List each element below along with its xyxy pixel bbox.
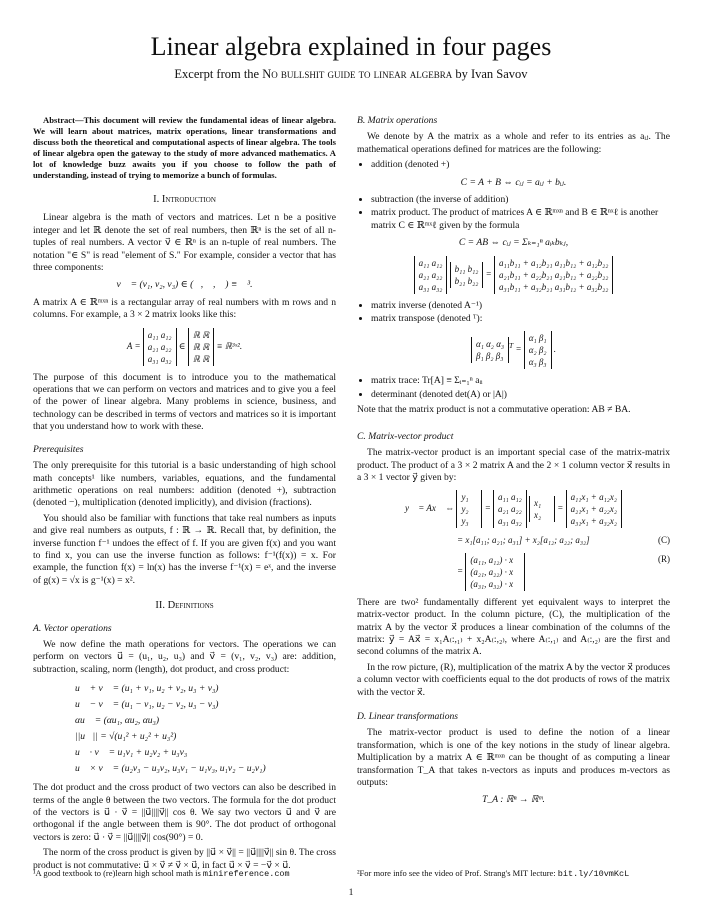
matrix-row: ℝ ℝ — [192, 341, 210, 352]
dot-cross-paragraph: The dot product and the cross product of two vectors can also be described in terms of the angle θ between the two vectors. The formula for the dot product of the vectors is u⃗ · v⃗ = ||u⃗||||v⃗|| cos θ. We say two vectors u⃗ and v⃗ are orthogonal if the angle between them is 90°. The dot product of orthogonal vectors is zero: u⃗ · v⃗ = ||u⃗||||v⃗|| cos(90°) = 0. — [33, 782, 336, 843]
matrix-row: α₂ β₂ — [528, 345, 547, 356]
row-form: = (a₁₁, a₁₂) · x⃗ (a₂₁, a₂₂) · x⃗ (a₃₁, a₃₂) · x⃗ (R) — [457, 553, 670, 589]
matrix-row: x₂ — [534, 510, 542, 521]
matrix-ops-paragraph: We denote by A the matrix as a whole and refer to its entries as aᵢⱼ. The mathematical operations defined for matrices are the following: — [357, 131, 670, 155]
matrix-row: a₃₁x₁ + a₃₂x₂ — [570, 516, 617, 527]
matrix-row: a₁₁x₁ + a₁₂x₂ — [570, 492, 617, 503]
section-introduction-heading: I. Introduction — [153, 194, 216, 205]
equation-line: αu⃗ = (αu₁, αu₂, αu₃) — [75, 715, 160, 727]
matrix-ops-list-1 — [357, 159, 670, 171]
section-definitions-heading: II. Definitions — [155, 600, 214, 612]
addition-equation: C = A + B ⇔ cᵢⱼ = aᵢⱼ + bᵢⱼ. — [460, 176, 567, 188]
y-vector — [456, 490, 482, 528]
footnote-link[interactable]: bit.ly/10vmKcL — [557, 869, 630, 879]
vector-operations-heading: A. Vector operations — [33, 622, 112, 634]
linear-transformations-heading: D. Linear transformations — [357, 710, 459, 722]
list-item: • determinant (denoted det(A) or |A|) — [371, 389, 670, 401]
matrix-in: ∈ — [178, 340, 186, 351]
equation-line: u⃗ · v⃗ = u₁v₁ + u₂v₂ + u₃v₃ — [75, 747, 188, 759]
column-form — [357, 534, 670, 546]
matrix-ops-list-2 — [357, 194, 670, 232]
equation-line: u⃗ − v⃗ = (u₁ − v₁, u₂ − v₂, u₃ − v₃) — [75, 699, 219, 711]
matrix-row: ℝ ℝ — [192, 353, 210, 364]
result-vector — [566, 490, 622, 528]
intro-paragraph-3: The purpose of this document is to introduce you to the mathematical operations that we can perform on vectors and matrices and to give you a feel of the power of linear algebra. Many problems in science, business, and technology can be described in terms of vectors and matrices so it is important that you understand how to work with these. — [33, 371, 336, 433]
matrix-row: a₂₁b₁₁ + a₂₂b₂₁ a₂₁b₁₂ + a₂₂b₂₂ — [498, 269, 609, 280]
matrix-row: a₂₁ a₂₂ — [498, 504, 522, 515]
abstract: Abstract—This document will review the fundamental ideas of linear algebra. We will learn about matrices, matrix operations, linear transformations and discuss both the theoretical and computational aspects of linear algebra. The tools of linear algebra open the gateway to the study of more advanced mathematics. A lot of knowledge buzz awaits you if you choose to follow the path of understanding, instead of trying to memorize a bunch of formulas. — [33, 115, 336, 180]
product-matrix-a — [414, 256, 448, 294]
matrix-lhs: A = — [126, 340, 141, 351]
matrix-row: a₂₁ a₂₂ — [418, 269, 443, 280]
prereq-paragraph-2: You should also be familiar with functions that take real numbers as inputs and give real numbers as outputs, f : ℝ → ℝ. Recall that, by definition, the inverse function f⁻¹ undoes the effect of f. If you are given f(x) and you want to find x, you can use the inverse function as follows: f⁻¹(f(x)) = x. For example, the function f(x) = ln(x) has the inverse f⁻¹(x) = eˣ, and the inverse of g(x) = √x is g⁻¹(x) = x². — [33, 512, 336, 586]
intro-paragraph-1: Linear algebra is the math of vectors and matrices. Let n be a positive integer and let ℝ denote the set of real numbers, then ℝⁿ is the set of all n-tuples of real numbers. A vector v⃗ ∈ ℝⁿ is an n-tuple of real numbers. The notation "∈ S" is read "element of S." For example, consider a vector that has three components: — [33, 212, 336, 274]
norm-cross-paragraph: The norm of the cross product is given by ||u⃗ × v⃗|| = ||u⃗||||v⃗|| sin θ. The cross product is not commutative: u⃗ × v⃗ ≠ v⃗ × u⃗, in fact u⃗ × v⃗ = −v⃗ × u⃗. — [33, 847, 336, 871]
matrix-row: a₂₁ a₂₂ — [147, 341, 172, 352]
matrix-row: α₃ β₃ — [528, 357, 547, 368]
row-picture-paragraph: In the row picture, (R), multiplication of the matrix A by the vector x⃗ produces a column vector with coefficients equal to the dot products of rows of the matrix with the vector x⃗. — [357, 661, 670, 698]
matrix-operations-heading: B. Matrix operations — [357, 115, 438, 126]
prerequisites-heading: Prerequisites — [33, 443, 84, 455]
page-number: 1 — [348, 887, 354, 898]
product-matrix-b — [450, 262, 484, 288]
matrix-row: b₂₁ b₂₂ — [454, 275, 479, 286]
subtitle-suffix: by Ivan Savov — [455, 67, 528, 81]
matrix-row: (a₁₁, a₁₂) · x⃗ — [470, 554, 521, 565]
left-column — [33, 115, 336, 875]
tag-c: (C) — [658, 535, 670, 546]
matrix-row: a₁₁ a₁₂ — [147, 329, 172, 340]
linear-transformations-paragraph: The matrix-vector product is used to define the notion of a linear transformation, which is one of the key notions in the study of linear algebra. Multiplication by a matrix A ∈ ℝᵐˣⁿ can be thought of as computing a linear transformation T_A that takes n-vectors as inputs and produces m-vectors as outputs: — [357, 727, 670, 788]
vector-equation: v⃗ = (v₁, v₂, v₃) ∈ (ℝ, ℝ, ℝ) ≡ ℝ³. — [116, 279, 253, 291]
matrix-vector-equation: y⃗ = Ax⃗ ⇔ y₁ y₂ y₃ = a₁₁ a₁₂ a₂₁ a₂₂ a₃₁ a₃₂ x₁ x₂ = a₁₁x₁ + a₁₂x₂ a₂₁x₁ + a₂₂x₂ a₃₁x₁ + a₃₂x₂ — [357, 490, 670, 528]
interpretation-paragraph: There are two² fundamentally different yet equivalent ways to interpret the matrix-vector product. In the column picture, (C), the multiplication of the matrix A by the vector x⃗ produces a linear combination of the columns of the matrix: y⃗ = Ax⃗ = x₁A₍:,₁₎ + x₂A₍:,₂₎, where A₍:,₁₎ and A₍:,₂₎ are the first and second columns of the matrix A. — [357, 596, 670, 658]
x-vector — [529, 496, 555, 522]
matrix-row: a₃₁ a₃₂ — [147, 353, 172, 364]
column-form-eq: = x₁[a₁₁; a₂₁; a₃₁] + x₂[a₁₂; a₂₂; a₃₂] — [457, 535, 590, 546]
matrix-vector-heading: C. Matrix-vector product — [357, 430, 454, 442]
product-equation: C = AB ⇔ cᵢⱼ = Σₖ₌₁ⁿ aᵢₖbₖⱼ, — [458, 237, 569, 249]
transformation-equation: T_A : ℝⁿ → ℝᵐ. — [482, 794, 545, 806]
list-item: • subtraction (the inverse of addition) — [371, 194, 670, 206]
list-item: • matrix inverse (denoted A⁻¹) — [371, 300, 670, 312]
list-item: • matrix trace: Tr[A] ≡ Σᵢ₌₁ⁿ aᵢᵢ — [371, 375, 670, 387]
commutative-note: Note that the matrix product is not a commutative operation: AB ≠ BA. — [357, 404, 631, 416]
matrix-row: y₂ — [461, 504, 469, 515]
equation-line: ||u⃗|| = √(u₁² + u₂² + u₃²) — [75, 731, 177, 743]
product-example: a₁₁ a₁₂ a₂₁ a₂₂ a₃₁ a₃₂ b₁₁ b₁₂ b₂₁ b₂₂ = a₁₁b₁₁ + a₁₂b₂₁ a₁₁b₁₂ + a₁₂b₂₂ a₂₁b₁₁ + a₂₂b₂₁ a₂₁b₁₂ + a₂₂b₂₂ a₃₁b₁₁ + a₃₂b₂₁ a₃₁b₁₂ + a₃₂b₂₂ — [357, 256, 670, 294]
matrix-row: a₃₁ a₃₂ — [498, 516, 522, 527]
right-column — [357, 115, 670, 812]
matrix-row: a₁₁b₁₁ + a₁₂b₂₁ a₁₁b₁₂ + a₁₂b₂₂ — [498, 257, 609, 268]
vector-ops-equations — [75, 681, 336, 777]
matrix-row: a₁₁ a₁₂ — [418, 257, 443, 268]
matrix-ops-list-4 — [357, 375, 670, 401]
matrix-row: a₁₁ a₁₂ — [498, 492, 522, 503]
row-form-vector — [465, 553, 525, 591]
product-matrix-c — [494, 256, 613, 294]
matrix-row: (a₃₁, a₃₂) · x⃗ — [470, 578, 521, 589]
mv-lhs: y⃗ = Ax⃗ ⇔ — [405, 503, 455, 514]
footnote-1 — [33, 868, 290, 879]
matrix-row: a₃₁b₁₁ + a₃₂b₂₁ a₃₁b₁₂ + a₃₂b₂₂ — [498, 281, 609, 292]
a-matrix — [493, 490, 527, 528]
matrix-row: a₂₁x₁ + a₂₂x₂ — [570, 504, 617, 515]
matrix-row: α₁ β₁ — [528, 333, 547, 344]
transpose-example: α₁ α₂ α₃ β₁ β₂ β₃$^T$ = α₁ β₁ α₂ β₂ α₃ β₃ . — [357, 331, 670, 369]
intro-paragraph-2: A matrix A ∈ ℝᵐˣⁿ is a rectangular array of real numbers with m rows and n columns. For example, a 3 × 2 matrix looks like this: — [33, 296, 336, 321]
transpose-matrix-left — [471, 337, 509, 363]
paper-title: Linear algebra explained in four pages — [150, 32, 552, 61]
subtitle-prefix: Excerpt from the — [174, 67, 260, 81]
matrix-row: (a₂₁, a₂₂) · x⃗ — [470, 566, 521, 577]
equation-line: u⃗ × v⃗ = (u₂v₃ − u₃v₂, u₃v₁ − u₁v₃, u₁v₂ − u₂v₁) — [75, 763, 266, 775]
matrix-vector-paragraph: The matrix-vector product is an important special case of the matrix-matrix product. The product of a 3 × 2 matrix A and the 2 × 1 column vector x⃗ results in a 3 × 1 vector y⃗ given by: — [357, 447, 670, 483]
matrix-real-entries — [188, 328, 215, 366]
matrix-row: a₃₁ a₃₂ — [418, 281, 443, 292]
paper-subtitle — [0, 67, 702, 82]
footnote-text: ¹A good textbook to (re)learn high school math is — [33, 868, 201, 878]
matrix-row: x₁ — [534, 498, 542, 509]
footnote-text: ²For more info see the video of Prof. Strang's MIT lecture: — [357, 868, 556, 878]
prereq-paragraph-1: The only prerequisite for this tutorial is a basic understanding of high school math concepts¹ like numbers, variables, equations, and the fundamental arithmetic operations on real numbers: addition (denoted +), subtraction (denoted −), multiplication (denoted implicitly), and division (fractions). — [33, 460, 336, 509]
list-item: • addition (denoted +) — [371, 159, 670, 171]
equation-line: u⃗ + v⃗ = (u₁ + v₁, u₂ + v₂, u₃ + v₃) — [75, 683, 219, 695]
matrix-row: α₁ α₂ α₃ — [475, 339, 505, 350]
tag-r: (R) — [658, 553, 670, 564]
footnote-link[interactable]: minireference.com — [202, 869, 290, 879]
matrix-row: ℝ ℝ — [192, 329, 210, 340]
transpose-matrix-right — [524, 331, 552, 369]
matrix-row: y₃ — [461, 516, 469, 527]
vector-ops-paragraph: We now define the math operations for vectors. The operations we can perform on vectors u⃗ = (u₁, u₂, u₃) and v⃗ = (v₁, v₂, v₃) are: addition, subtraction, scaling, norm (length), dot product, and cross product: — [33, 638, 336, 675]
subtitle-guide: No bullshit guide to linear algebra — [262, 67, 453, 81]
list-item: • matrix product. The product of matrices A ∈ ℝᵐˣⁿ and B ∈ ℝⁿˣℓ is another matrix C ∈ ℝᵐˣℓ given by the formula — [371, 207, 670, 232]
matrix-entries — [143, 328, 177, 366]
matrix-row: b₁₁ b₁₂ — [454, 263, 479, 274]
matrix-rhs: ≡ ℝ³ˣ². — [216, 340, 243, 351]
list-item: • matrix transpose (denoted ᵀ): — [371, 313, 670, 325]
matrix-row: y₁ — [461, 492, 469, 503]
footnote-2 — [357, 868, 629, 879]
matrix-ops-list-3 — [357, 300, 670, 326]
matrix-row: β₁ β₂ β₃ — [475, 351, 504, 362]
matrix-example — [33, 328, 336, 366]
